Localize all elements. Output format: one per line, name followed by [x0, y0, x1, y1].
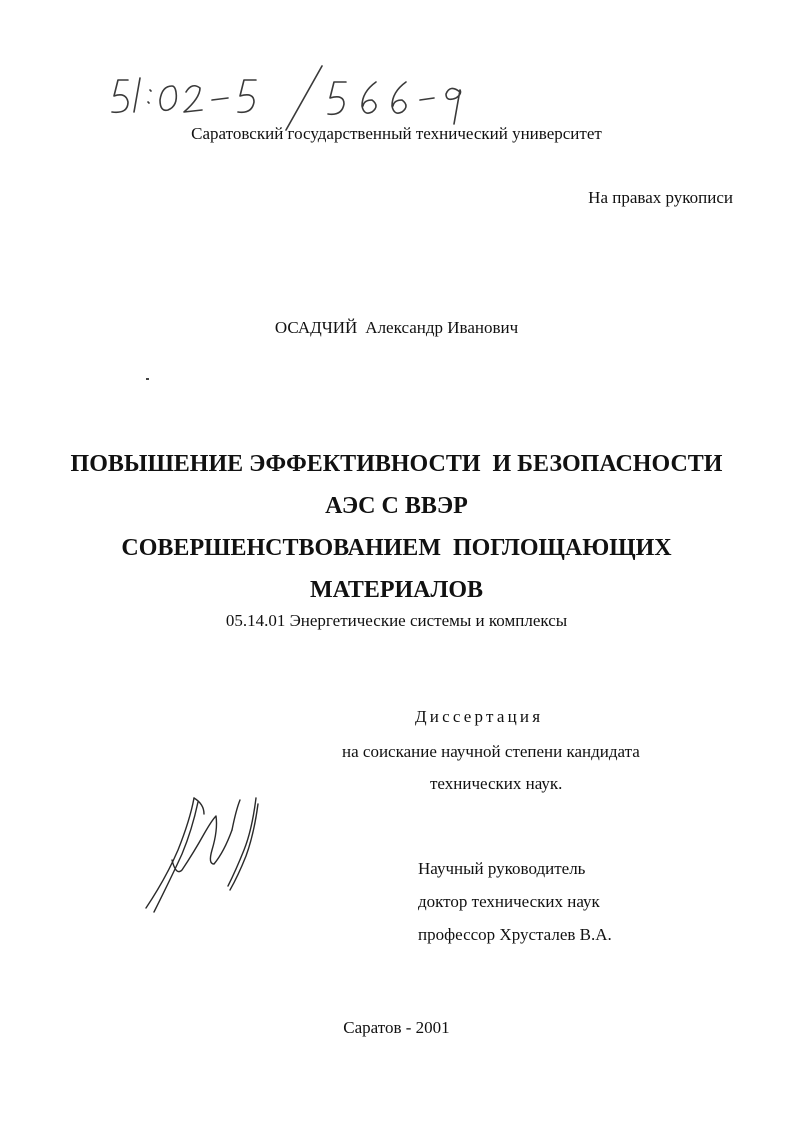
- author-surname: ОСАДЧИЙ: [274, 318, 358, 337]
- dissertation-degree: на соискание научной степени кандидата: [342, 742, 640, 761]
- stray-mark: [146, 378, 149, 380]
- dissertation-title: [0, 443, 793, 611]
- title-line-1: ПОВЫШЕНИЕ ЭФФЕКТИВНОСТИ И БЕЗОПАСНОСТИ: [70, 451, 723, 477]
- author-given-names: Александр Иванович: [365, 318, 519, 337]
- author-name: [0, 318, 793, 338]
- dissertation-label: Диссертация: [415, 707, 544, 726]
- university-name: Саратовский государственный технический университет: [191, 124, 602, 143]
- supervisor-degree: доктор технических наук: [418, 892, 600, 911]
- manuscript-note: На правах рукописи: [588, 188, 733, 207]
- specialty-code: 05.14.01 Энергетические системы и комплексы: [225, 611, 568, 630]
- handwritten-signature: [132, 790, 277, 920]
- supervisor-role: Научный руководитель: [418, 859, 586, 878]
- title-line-2: АЭС С ВВЭР: [325, 493, 468, 519]
- dissertation-field: технических наук.: [430, 774, 563, 793]
- title-line-4: МАТЕРИАЛОВ: [309, 577, 484, 603]
- handwritten-archive-code: [100, 62, 500, 132]
- city-year: Саратов - 2001: [343, 1018, 450, 1037]
- title-line-3: СОВЕРШЕНСТВОВАНИЕМ ПОГЛОЩАЮЩИХ: [121, 535, 672, 561]
- supervisor-name: профессор Хрусталев В.А.: [418, 925, 612, 944]
